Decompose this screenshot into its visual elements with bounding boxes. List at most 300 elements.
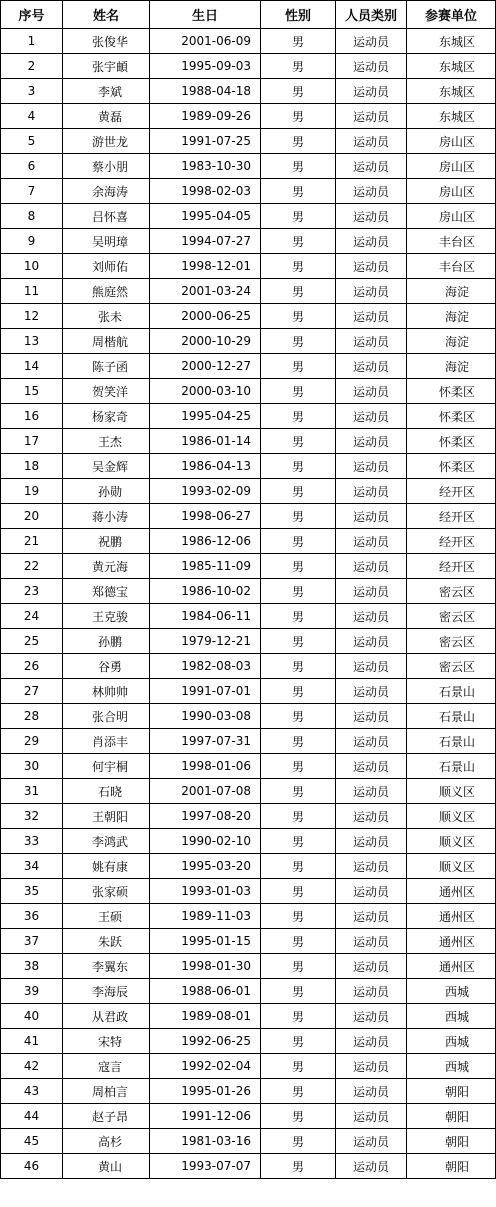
- cell-index: 2: [1, 54, 63, 79]
- cell-gender: 男: [261, 979, 336, 1004]
- cell-role: 运动员: [336, 204, 407, 229]
- cell-unit: 西城: [407, 1029, 496, 1054]
- table-row: [1, 979, 496, 1004]
- cell-role: 运动员: [336, 429, 407, 454]
- cell-index: 29: [1, 729, 63, 754]
- cell-unit: 怀柔区: [407, 404, 496, 429]
- cell-role: 运动员: [336, 754, 407, 779]
- cell-role: 运动员: [336, 1004, 407, 1029]
- cell-name: 宋特: [63, 1029, 150, 1054]
- cell-role: 运动员: [336, 879, 407, 904]
- cell-index: 32: [1, 804, 63, 829]
- cell-name: 孙勋: [63, 479, 150, 504]
- cell-gender: 男: [261, 729, 336, 754]
- cell-gender: 男: [261, 779, 336, 804]
- cell-gender: 男: [261, 604, 336, 629]
- cell-role: 运动员: [336, 1029, 407, 1054]
- cell-birthday: 1986-04-13: [150, 454, 261, 479]
- cell-gender: 男: [261, 829, 336, 854]
- cell-role: 运动员: [336, 354, 407, 379]
- cell-name: 林帅帅: [63, 679, 150, 704]
- cell-gender: 男: [261, 79, 336, 104]
- cell-role: 运动员: [336, 629, 407, 654]
- cell-name: 祝鹏: [63, 529, 150, 554]
- cell-unit: 朝阳: [407, 1154, 496, 1179]
- cell-birthday: 1995-01-15: [150, 929, 261, 954]
- table-row: [1, 1029, 496, 1054]
- cell-name: 吴金辉: [63, 454, 150, 479]
- cell-birthday: 2000-12-27: [150, 354, 261, 379]
- cell-gender: 男: [261, 804, 336, 829]
- cell-name: 吴明璋: [63, 229, 150, 254]
- cell-name: 刘师佑: [63, 254, 150, 279]
- cell-unit: 顺义区: [407, 779, 496, 804]
- cell-gender: 男: [261, 954, 336, 979]
- cell-unit: 东城区: [407, 29, 496, 54]
- cell-unit: 东城区: [407, 79, 496, 104]
- cell-role: 运动员: [336, 329, 407, 354]
- cell-index: 23: [1, 579, 63, 604]
- cell-name: 黄磊: [63, 104, 150, 129]
- cell-index: 22: [1, 554, 63, 579]
- cell-birthday: 1993-07-07: [150, 1154, 261, 1179]
- cell-index: 20: [1, 504, 63, 529]
- cell-gender: 男: [261, 504, 336, 529]
- table-row: [1, 554, 496, 579]
- cell-birthday: 2001-06-09: [150, 29, 261, 54]
- cell-role: 运动员: [336, 1079, 407, 1104]
- cell-name: 郑德宝: [63, 579, 150, 604]
- cell-name: 张合明: [63, 704, 150, 729]
- cell-birthday: 1992-06-25: [150, 1029, 261, 1054]
- table-row: [1, 304, 496, 329]
- table-row: [1, 704, 496, 729]
- cell-birthday: 1995-03-20: [150, 854, 261, 879]
- cell-index: 45: [1, 1129, 63, 1154]
- cell-unit: 怀柔区: [407, 454, 496, 479]
- cell-index: 1: [1, 29, 63, 54]
- cell-index: 26: [1, 654, 63, 679]
- cell-index: 34: [1, 854, 63, 879]
- cell-unit: 西城: [407, 1004, 496, 1029]
- cell-role: 运动员: [336, 404, 407, 429]
- header-row: [1, 1, 496, 29]
- cell-birthday: 1989-11-03: [150, 904, 261, 929]
- cell-index: 21: [1, 529, 63, 554]
- cell-gender: 男: [261, 1154, 336, 1179]
- cell-unit: 怀柔区: [407, 429, 496, 454]
- cell-name: 张俊华: [63, 29, 150, 54]
- cell-name: 李斌: [63, 79, 150, 104]
- cell-index: 18: [1, 454, 63, 479]
- cell-name: 周楷航: [63, 329, 150, 354]
- cell-gender: 男: [261, 229, 336, 254]
- cell-birthday: 1984-06-11: [150, 604, 261, 629]
- cell-index: 16: [1, 404, 63, 429]
- cell-name: 王杰: [63, 429, 150, 454]
- cell-name: 王克骏: [63, 604, 150, 629]
- table-row: [1, 904, 496, 929]
- cell-name: 李海辰: [63, 979, 150, 1004]
- cell-gender: 男: [261, 154, 336, 179]
- cell-birthday: 1981-03-16: [150, 1129, 261, 1154]
- cell-gender: 男: [261, 654, 336, 679]
- cell-unit: 密云区: [407, 579, 496, 604]
- table-row: [1, 504, 496, 529]
- cell-birthday: 1992-02-04: [150, 1054, 261, 1079]
- cell-unit: 朝阳: [407, 1079, 496, 1104]
- cell-role: 运动员: [336, 529, 407, 554]
- table-row: [1, 1079, 496, 1104]
- cell-index: 43: [1, 1079, 63, 1104]
- cell-birthday: 2001-07-08: [150, 779, 261, 804]
- cell-birthday: 2000-10-29: [150, 329, 261, 354]
- cell-role: 运动员: [336, 554, 407, 579]
- cell-gender: 男: [261, 1029, 336, 1054]
- table-row: [1, 804, 496, 829]
- table-row: [1, 754, 496, 779]
- cell-name: 黄山: [63, 1154, 150, 1179]
- cell-birthday: 1993-01-03: [150, 879, 261, 904]
- cell-name: 张家硕: [63, 879, 150, 904]
- cell-unit: 海淀: [407, 304, 496, 329]
- table-row: [1, 454, 496, 479]
- table-row: [1, 854, 496, 879]
- cell-gender: 男: [261, 479, 336, 504]
- table-row: [1, 29, 496, 54]
- table-row: [1, 79, 496, 104]
- cell-name: 谷勇: [63, 654, 150, 679]
- cell-index: 3: [1, 79, 63, 104]
- cell-role: 运动员: [336, 704, 407, 729]
- cell-gender: 男: [261, 329, 336, 354]
- table-row: [1, 654, 496, 679]
- table-row: [1, 779, 496, 804]
- cell-gender: 男: [261, 579, 336, 604]
- cell-gender: 男: [261, 254, 336, 279]
- cell-unit: 房山区: [407, 129, 496, 154]
- table-row: [1, 54, 496, 79]
- cell-unit: 通州区: [407, 929, 496, 954]
- cell-gender: 男: [261, 204, 336, 229]
- table-row: [1, 1154, 496, 1179]
- cell-unit: 通州区: [407, 879, 496, 904]
- cell-index: 5: [1, 129, 63, 154]
- cell-name: 石晓: [63, 779, 150, 804]
- cell-role: 运动员: [336, 979, 407, 1004]
- cell-index: 14: [1, 354, 63, 379]
- cell-birthday: 1995-09-03: [150, 54, 261, 79]
- cell-birthday: 2000-06-25: [150, 304, 261, 329]
- cell-birthday: 1994-07-27: [150, 229, 261, 254]
- cell-role: 运动员: [336, 804, 407, 829]
- table-row: [1, 829, 496, 854]
- cell-index: 17: [1, 429, 63, 454]
- cell-index: 11: [1, 279, 63, 304]
- cell-birthday: 1995-01-26: [150, 1079, 261, 1104]
- cell-index: 46: [1, 1154, 63, 1179]
- cell-index: 39: [1, 979, 63, 1004]
- table-row: [1, 429, 496, 454]
- table-row: [1, 629, 496, 654]
- header-role: 人员类别: [336, 1, 407, 29]
- table-row: [1, 929, 496, 954]
- table-row: [1, 1004, 496, 1029]
- cell-birthday: 1990-03-08: [150, 704, 261, 729]
- cell-birthday: 1983-10-30: [150, 154, 261, 179]
- cell-name: 吕怀喜: [63, 204, 150, 229]
- cell-gender: 男: [261, 704, 336, 729]
- table-header: [1, 1, 496, 29]
- cell-birthday: 1991-07-25: [150, 129, 261, 154]
- cell-index: 10: [1, 254, 63, 279]
- cell-unit: 经开区: [407, 554, 496, 579]
- cell-role: 运动员: [336, 304, 407, 329]
- table-row: [1, 104, 496, 129]
- cell-gender: 男: [261, 529, 336, 554]
- cell-unit: 石景山: [407, 679, 496, 704]
- table-body: [1, 29, 496, 1179]
- cell-birthday: 1998-01-06: [150, 754, 261, 779]
- cell-role: 运动员: [336, 1104, 407, 1129]
- table-row: [1, 1054, 496, 1079]
- header-name: 姓名: [63, 1, 150, 29]
- cell-role: 运动员: [336, 154, 407, 179]
- cell-gender: 男: [261, 629, 336, 654]
- cell-gender: 男: [261, 354, 336, 379]
- cell-role: 运动员: [336, 279, 407, 304]
- table-row: [1, 879, 496, 904]
- cell-unit: 顺义区: [407, 804, 496, 829]
- cell-birthday: 1993-02-09: [150, 479, 261, 504]
- cell-role: 运动员: [336, 1154, 407, 1179]
- cell-unit: 通州区: [407, 904, 496, 929]
- cell-birthday: 1979-12-21: [150, 629, 261, 654]
- cell-name: 张未: [63, 304, 150, 329]
- cell-unit: 朝阳: [407, 1129, 496, 1154]
- cell-gender: 男: [261, 29, 336, 54]
- cell-index: 13: [1, 329, 63, 354]
- cell-birthday: 1988-06-01: [150, 979, 261, 1004]
- cell-birthday: 1991-07-01: [150, 679, 261, 704]
- table-row: [1, 204, 496, 229]
- cell-gender: 男: [261, 379, 336, 404]
- cell-unit: 怀柔区: [407, 379, 496, 404]
- cell-index: 27: [1, 679, 63, 704]
- table-row: [1, 1129, 496, 1154]
- cell-unit: 密云区: [407, 654, 496, 679]
- cell-role: 运动员: [336, 854, 407, 879]
- cell-index: 37: [1, 929, 63, 954]
- cell-birthday: 1997-08-20: [150, 804, 261, 829]
- cell-index: 40: [1, 1004, 63, 1029]
- cell-gender: 男: [261, 179, 336, 204]
- cell-name: 游世龙: [63, 129, 150, 154]
- cell-role: 运动员: [336, 604, 407, 629]
- cell-gender: 男: [261, 1079, 336, 1104]
- cell-index: 15: [1, 379, 63, 404]
- cell-role: 运动员: [336, 479, 407, 504]
- table-row: [1, 404, 496, 429]
- cell-gender: 男: [261, 54, 336, 79]
- cell-role: 运动员: [336, 1054, 407, 1079]
- cell-gender: 男: [261, 904, 336, 929]
- table-row: [1, 154, 496, 179]
- cell-unit: 朝阳: [407, 1104, 496, 1129]
- cell-birthday: 1982-08-03: [150, 654, 261, 679]
- cell-role: 运动员: [336, 79, 407, 104]
- cell-role: 运动员: [336, 504, 407, 529]
- cell-role: 运动员: [336, 104, 407, 129]
- cell-unit: 西城: [407, 1054, 496, 1079]
- table-row: [1, 729, 496, 754]
- cell-role: 运动员: [336, 229, 407, 254]
- cell-unit: 房山区: [407, 154, 496, 179]
- cell-name: 姚有康: [63, 854, 150, 879]
- cell-role: 运动员: [336, 254, 407, 279]
- cell-name: 周柏言: [63, 1079, 150, 1104]
- cell-index: 12: [1, 304, 63, 329]
- cell-unit: 石景山: [407, 704, 496, 729]
- cell-unit: 石景山: [407, 754, 496, 779]
- cell-birthday: 1990-02-10: [150, 829, 261, 854]
- cell-index: 6: [1, 154, 63, 179]
- cell-birthday: 2000-03-10: [150, 379, 261, 404]
- cell-unit: 经开区: [407, 529, 496, 554]
- table-row: [1, 279, 496, 304]
- cell-index: 31: [1, 779, 63, 804]
- cell-gender: 男: [261, 754, 336, 779]
- cell-gender: 男: [261, 879, 336, 904]
- cell-name: 蒋小涛: [63, 504, 150, 529]
- cell-role: 运动员: [336, 779, 407, 804]
- cell-unit: 石景山: [407, 729, 496, 754]
- cell-gender: 男: [261, 1054, 336, 1079]
- cell-index: 44: [1, 1104, 63, 1129]
- header-gender: 性别: [261, 1, 336, 29]
- cell-name: 肖添丰: [63, 729, 150, 754]
- cell-role: 运动员: [336, 904, 407, 929]
- cell-index: 8: [1, 204, 63, 229]
- table-row: [1, 679, 496, 704]
- cell-name: 蔡小朋: [63, 154, 150, 179]
- cell-gender: 男: [261, 279, 336, 304]
- cell-birthday: 1998-01-30: [150, 954, 261, 979]
- cell-birthday: 1997-07-31: [150, 729, 261, 754]
- cell-unit: 通州区: [407, 954, 496, 979]
- cell-role: 运动员: [336, 454, 407, 479]
- cell-gender: 男: [261, 1004, 336, 1029]
- table-row: [1, 954, 496, 979]
- cell-birthday: 1998-12-01: [150, 254, 261, 279]
- cell-gender: 男: [261, 304, 336, 329]
- cell-unit: 房山区: [407, 179, 496, 204]
- table-row: [1, 179, 496, 204]
- cell-name: 王朝阳: [63, 804, 150, 829]
- cell-name: 孙鹏: [63, 629, 150, 654]
- cell-index: 42: [1, 1054, 63, 1079]
- cell-birthday: 1988-04-18: [150, 79, 261, 104]
- cell-name: 李翼东: [63, 954, 150, 979]
- cell-role: 运动员: [336, 954, 407, 979]
- cell-name: 李鸿武: [63, 829, 150, 854]
- header-unit: 参赛单位: [407, 1, 496, 29]
- table-row: [1, 579, 496, 604]
- header-birthday: 生日: [150, 1, 261, 29]
- cell-role: 运动员: [336, 29, 407, 54]
- cell-birthday: 1989-09-26: [150, 104, 261, 129]
- cell-name: 寇言: [63, 1054, 150, 1079]
- table-row: [1, 1104, 496, 1129]
- cell-unit: 密云区: [407, 629, 496, 654]
- cell-role: 运动员: [336, 1129, 407, 1154]
- cell-unit: 东城区: [407, 54, 496, 79]
- cell-unit: 密云区: [407, 604, 496, 629]
- cell-name: 从君政: [63, 1004, 150, 1029]
- cell-name: 高杉: [63, 1129, 150, 1154]
- cell-unit: 顺义区: [407, 854, 496, 879]
- cell-role: 运动员: [336, 829, 407, 854]
- table-row: [1, 604, 496, 629]
- cell-birthday: 1995-04-05: [150, 204, 261, 229]
- cell-index: 4: [1, 104, 63, 129]
- cell-unit: 海淀: [407, 279, 496, 304]
- cell-unit: 东城区: [407, 104, 496, 129]
- cell-role: 运动员: [336, 679, 407, 704]
- cell-name: 余海涛: [63, 179, 150, 204]
- cell-index: 25: [1, 629, 63, 654]
- cell-birthday: 1989-08-01: [150, 1004, 261, 1029]
- cell-birthday: 1986-01-14: [150, 429, 261, 454]
- cell-unit: 海淀: [407, 329, 496, 354]
- cell-gender: 男: [261, 554, 336, 579]
- cell-role: 运动员: [336, 579, 407, 604]
- cell-name: 朱跃: [63, 929, 150, 954]
- cell-index: 35: [1, 879, 63, 904]
- cell-gender: 男: [261, 404, 336, 429]
- cell-gender: 男: [261, 129, 336, 154]
- table-row: [1, 329, 496, 354]
- cell-gender: 男: [261, 854, 336, 879]
- cell-unit: 西城: [407, 979, 496, 1004]
- cell-index: 33: [1, 829, 63, 854]
- cell-birthday: 1991-12-06: [150, 1104, 261, 1129]
- cell-birthday: 1998-02-03: [150, 179, 261, 204]
- table-row: [1, 379, 496, 404]
- cell-unit: 丰台区: [407, 254, 496, 279]
- table-row: [1, 479, 496, 504]
- cell-birthday: 1986-10-02: [150, 579, 261, 604]
- cell-unit: 经开区: [407, 479, 496, 504]
- cell-gender: 男: [261, 104, 336, 129]
- cell-birthday: 1986-12-06: [150, 529, 261, 554]
- cell-role: 运动员: [336, 729, 407, 754]
- cell-index: 38: [1, 954, 63, 979]
- cell-index: 30: [1, 754, 63, 779]
- header-index: 序号: [1, 1, 63, 29]
- cell-name: 贺笑洋: [63, 379, 150, 404]
- cell-unit: 经开区: [407, 504, 496, 529]
- cell-name: 杨家奇: [63, 404, 150, 429]
- cell-name: 何宇桐: [63, 754, 150, 779]
- table-row: [1, 354, 496, 379]
- cell-index: 19: [1, 479, 63, 504]
- cell-role: 运动员: [336, 929, 407, 954]
- cell-unit: 丰台区: [407, 229, 496, 254]
- cell-gender: 男: [261, 429, 336, 454]
- cell-gender: 男: [261, 679, 336, 704]
- cell-birthday: 1985-11-09: [150, 554, 261, 579]
